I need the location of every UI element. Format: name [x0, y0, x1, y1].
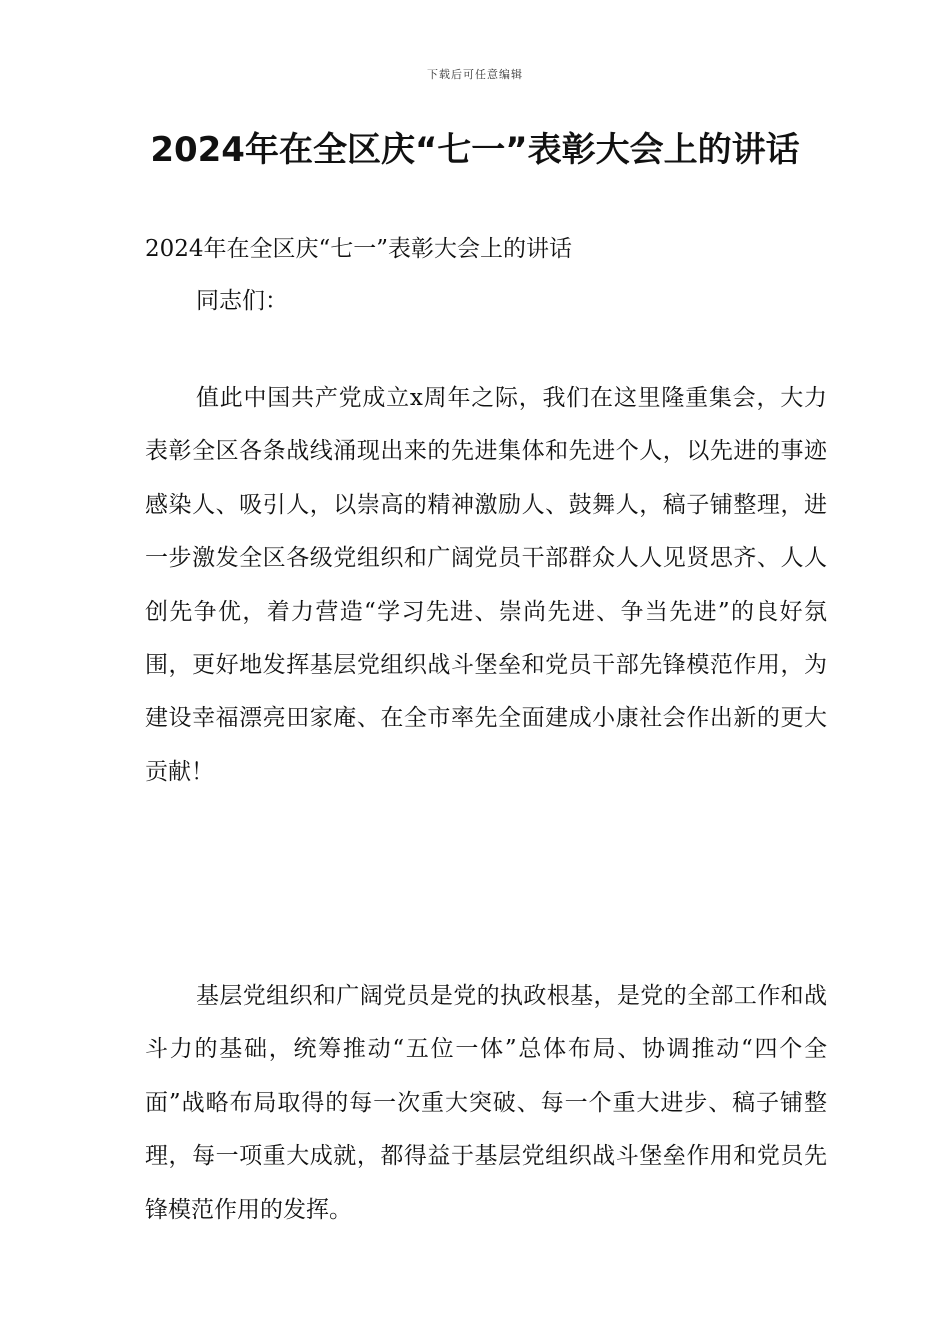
body-paragraph-1: 值此中国共产党成立x周年之际，我们在这里隆重集会，大力表彰全区各条战线涌现出来的先进集体和先进个人，以先进的事迹感染人、吸引人，以崇高的精神激励人、鼓舞人，稿子铺整理，进一步激发全区各级党组织和广阔党员干部群众人人见贤思齐、人人创先争优，着力营造“学习先进、崇尚先进、争当先进”的良好氛围，更好地发挥基层党组织战斗堡垒和党员干部先锋模范作用，为建设幸福漂亮田家庵、在全市率先全面建成小康社会作出新的更大贡献！ [145, 385, 827, 785]
header-note: 下载后可任意编辑 [427, 68, 523, 81]
body-paragraph-2: 基层党组织和广阔党员是党的执政根基，是党的全部工作和战斗力的基础，统筹推动“五位一体”总体布局、协调推动“四个全面”战略布局取得的每一次重大突破、每一个重大进步、稿子铺整理，每一项重大成就，都得益于基层党组织战斗堡垒作用和党员先锋模范作用的发挥。 [145, 983, 827, 1223]
document-title: 2024年在全区庆“七一”表彰大会上的讲话 [150, 130, 800, 170]
document-subtitle: 2024年在全区庆“七一”表彰大会上的讲话 [145, 236, 573, 262]
salutation: 同志们： [196, 288, 288, 314]
